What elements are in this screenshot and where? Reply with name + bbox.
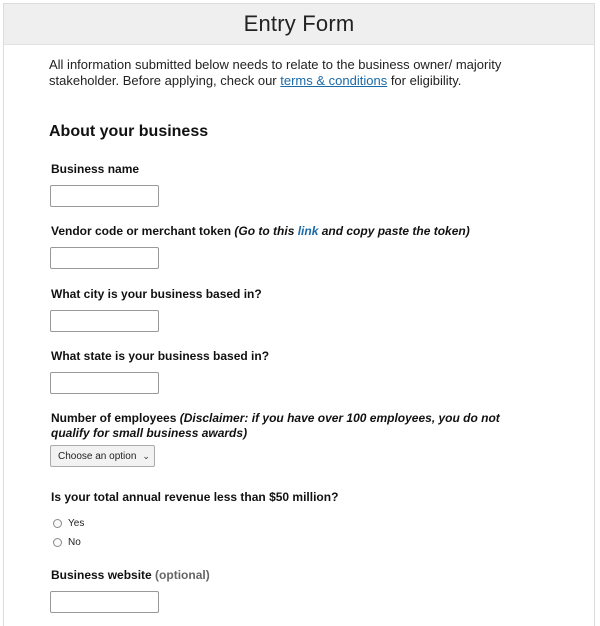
radio-button[interactable] (53, 538, 62, 547)
intro-text (49, 57, 539, 89)
vendor-code-note-after: and copy paste the token) (318, 224, 470, 238)
terms-conditions-link[interactable]: terms & conditions (280, 73, 388, 88)
city-input[interactable] (50, 310, 159, 332)
employees-select[interactable] (50, 445, 155, 467)
website-input[interactable] (50, 591, 159, 613)
revenue-option-yes[interactable] (53, 518, 84, 529)
city-label: What city is your business based in? (51, 287, 262, 301)
revenue-option-yes-label: Yes (68, 518, 85, 529)
form-header (4, 4, 594, 45)
business-name-label: Business name (51, 162, 140, 176)
optional-tag: (optional) (155, 568, 210, 582)
vendor-code-input[interactable] (50, 247, 159, 269)
vendor-code-link[interactable]: link (297, 224, 319, 238)
employees-label-text: Number of employees (51, 411, 180, 425)
radio-button[interactable] (53, 519, 62, 528)
state-label: What state is your business based in? (51, 349, 270, 363)
section-title: About your business (49, 123, 209, 140)
website-label (51, 568, 210, 583)
employees-label (51, 411, 541, 441)
vendor-code-note-before: (Go to this (234, 224, 298, 238)
intro-text-before: All information submitted below needs to relate to the business owner/ majority stakeholder. Before applying, check our (49, 57, 502, 88)
intro-text-after: for eligibility. (387, 73, 462, 88)
state-input[interactable] (50, 372, 159, 394)
employees-disclaimer: (Disclaimer: if you have over 100 employees, you do not qualify for small business awards) (51, 411, 500, 440)
vendor-code-label (51, 224, 470, 239)
revenue-label: Is your total annual revenue less than $50 million? (51, 490, 339, 504)
business-name-input[interactable] (50, 185, 159, 207)
website-label-text: Business website (51, 568, 156, 582)
vendor-code-label-text: Vendor code or merchant token (51, 224, 235, 238)
chevron-down-icon: ⌄ (142, 450, 150, 461)
revenue-option-no[interactable] (53, 537, 81, 548)
revenue-option-no-label: No (68, 537, 81, 548)
vendor-code-note (234, 224, 469, 238)
employees-selected-value: Choose an option (58, 450, 137, 462)
page-title: Entry Form (243, 11, 355, 36)
